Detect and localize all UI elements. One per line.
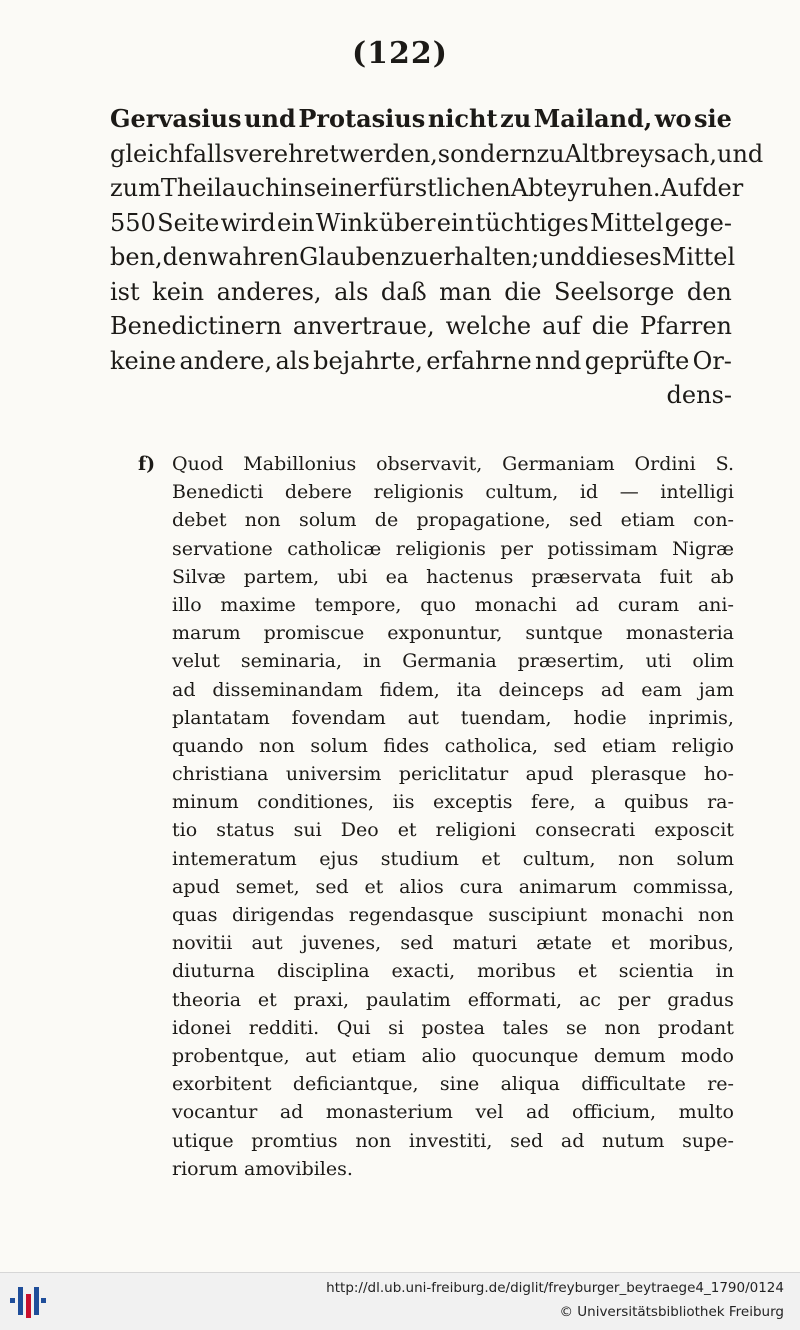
footnote-line: illo maxime tempore, quo monachi ad curam ani- [172, 593, 734, 616]
permalink-url[interactable]: http://dl.ub.uni-freiburg.de/diglit/freyburger_beytraege4_1790/0124 [326, 1280, 784, 1296]
footnote-line: quando non solum fides catholica, sed etiam religio [172, 734, 734, 757]
footnote-line: Quod Mabillonius observavit, Germaniam Ordini S. [172, 453, 734, 475]
footnote-line: diuturna disciplina exacti, moribus et scientia in [172, 960, 734, 983]
main-text-line: gleichfalls verehret werden, sondern zu Altbreysach, und [110, 139, 764, 168]
footnote-line: utique promtius non investiti, sed ad nutum supe- [172, 1129, 734, 1152]
ub-freiburg-logo-icon[interactable] [8, 1281, 48, 1321]
catchword: dens- [666, 381, 732, 409]
footnote-line: ad disseminandam fidem, ita deinceps ad eam jam [172, 678, 734, 701]
footnote-line: riorum amovibiles. [172, 1157, 353, 1180]
main-text-block [110, 102, 764, 413]
footnote-line: quas dirigendas regendasque suscipiunt monachi non [172, 904, 734, 926]
footnote-line: theoria et praxi, paulatim efformati, ac per gradus [172, 988, 734, 1011]
footnote-line: christiana universim periclitatur apud plerasque ho- [172, 763, 734, 786]
footnote-line: probentque, aut etiam alio quocunque demum modo [172, 1044, 734, 1067]
main-text-line: Gervasius und Protasius nicht zu Mailand, wo sie [110, 104, 732, 133]
footnote-line: servatione catholicæ religionis per potissimam Nigræ [172, 537, 734, 560]
footnote-line: tio status sui Deo et religioni consecrati exposcit [172, 819, 734, 842]
footnote-line: exorbitent deficiantque, sine aliqua difficultate re- [172, 1073, 734, 1096]
main-text-line: zum Theil auch in seiner fürstlichen Abtey ruhen. Auf der [110, 174, 744, 202]
footnote-line: marum promiscue exponuntur, suntque monasteria [172, 622, 734, 645]
footnote-line: minum conditiones, iis exceptis fere, a quibus ra- [172, 791, 734, 814]
viewer-footer [0, 1272, 800, 1330]
main-text-line: keine andere, als bejahrte, erfahrne nnd geprüfte Or- [110, 346, 732, 375]
footnote-line: plantatam fovendam aut tuendam, hodie inprimis, [172, 706, 734, 729]
main-text-line: ist kein anderes, als daß man die Seelsorge den [110, 277, 732, 306]
footnote-line: Benedicti debere religionis cultum, id — intelligi [172, 481, 734, 504]
footnote-line: idonei redditi. Qui si postea tales se non prodant [172, 1016, 734, 1039]
main-text-line: 550 Seite wird ein Wink über ein tüchtiges Mittel gege- [110, 208, 732, 237]
footnote-text [172, 450, 734, 1183]
footnote-line: debet non solum de propagatione, sed etiam con- [172, 509, 734, 532]
footnote-line: Silvæ partem, ubi ea hactenus præservata fuit ab [172, 565, 734, 588]
footnote-line: velut seminaria, in Germania præsertim, uti olim [172, 650, 734, 673]
footnote-line: apud semet, sed et alios cura animarum commissa, [172, 875, 734, 898]
footnote-marker: f) [138, 453, 156, 475]
main-text-line: ben, denwahren Glauben zu erhalten; und dieses Mittel [110, 243, 736, 271]
page-number: (122) [351, 36, 448, 71]
footnote-line: novitii aut juvenes, sed maturi ætate et moribus, [172, 932, 734, 955]
footnote-line: vocantur ad monasterium vel ad officium, multo [172, 1101, 734, 1124]
footnote-line: intemeratum ejus studium et cultum, non solum [172, 847, 734, 870]
main-text-line: Benedictinern anvertraue, welche auf die Pfarren [110, 312, 732, 340]
copyright-notice: © Universitätsbibliothek Freiburg [559, 1304, 784, 1320]
